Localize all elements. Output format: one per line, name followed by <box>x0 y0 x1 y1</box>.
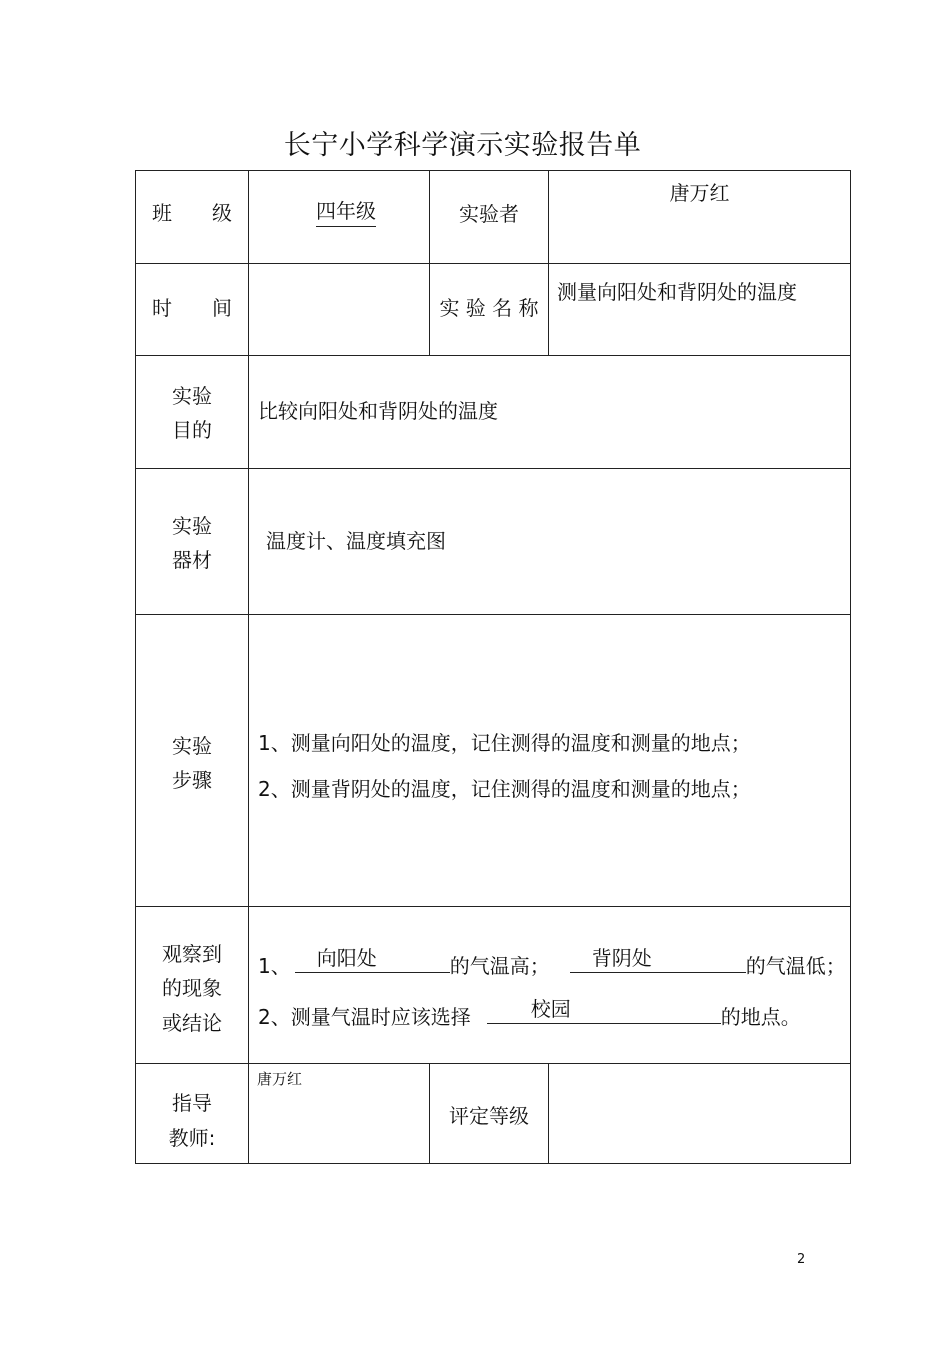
materials-label-line1: 实验 <box>172 514 212 538</box>
table-border-top <box>135 170 851 171</box>
obs1-blank-1-text: 向阳处 <box>316 946 377 970</box>
row-divider <box>135 614 851 615</box>
time-label: 时 间 <box>152 296 232 320</box>
purpose-label-line1: 实验 <box>172 384 212 408</box>
col-divider <box>548 1063 549 1164</box>
obs2-suffix: 的地点。 <box>720 1005 801 1029</box>
page-title: 长宁小学科学演示实验报告单 <box>283 130 642 161</box>
page-number: 2 <box>797 1252 806 1267</box>
teacher-label-line2: 教师: <box>168 1126 216 1150</box>
class-value: 四年级 <box>316 196 376 227</box>
class-label: 班 级 <box>152 201 232 225</box>
row-divider <box>135 263 851 264</box>
obs1-prefix: 1、 <box>258 954 291 978</box>
purpose-value: 比较向阳处和背阴处的温度 <box>258 399 498 423</box>
grade-label: 评定等级 <box>449 1104 529 1128</box>
table-border-bottom <box>135 1163 851 1164</box>
obs2-blank-text: 校园 <box>530 997 571 1021</box>
experimenter-label: 实验者 <box>459 202 519 226</box>
materials-value: 温度计、温度填充图 <box>266 529 446 553</box>
row-divider <box>135 355 851 356</box>
obs1-blank-1 <box>295 944 450 973</box>
teacher-value: 唐万红 <box>257 1070 303 1088</box>
step-item-1: 1、测量向阳处的温度，记住测得的温度和测量的地点； <box>258 731 751 755</box>
obs1-blank-2 <box>570 944 746 973</box>
row-divider <box>135 468 851 469</box>
exp-name-value: 测量向阳处和背阴处的温度 <box>557 280 797 304</box>
obs1-mid: 的气温高； <box>449 954 550 978</box>
observation-label-line3: 或结论 <box>162 1011 222 1035</box>
steps-label-line2: 步骤 <box>172 768 212 792</box>
obs2-prefix: 2、测量气温时应该选择 <box>258 1005 471 1029</box>
observation-label-line1: 观察到 <box>162 942 222 966</box>
purpose-label-line2: 目的 <box>172 418 212 442</box>
table-border-right <box>850 170 851 1164</box>
col-divider <box>248 170 249 1164</box>
exp-name-label: 实 验 名 称 <box>439 296 539 320</box>
obs1-blank-2-text: 背阴处 <box>591 946 652 970</box>
observation-line-2 <box>258 995 801 1034</box>
experimenter-value: 唐万红 <box>669 181 730 205</box>
teacher-label-line1: 指导 <box>172 1091 212 1115</box>
materials-label-line2: 器材 <box>172 548 212 572</box>
obs1-suffix: 的气温低； <box>745 954 846 978</box>
row-divider <box>135 906 851 907</box>
observation-label-line2: 的现象 <box>162 976 222 1000</box>
observation-line-1 <box>258 944 846 983</box>
row-divider <box>135 1063 851 1064</box>
step-item-2: 2、测量背阴处的温度，记住测得的温度和测量的地点； <box>258 777 751 801</box>
obs2-blank <box>487 995 721 1024</box>
steps-label-line1: 实验 <box>172 734 212 758</box>
